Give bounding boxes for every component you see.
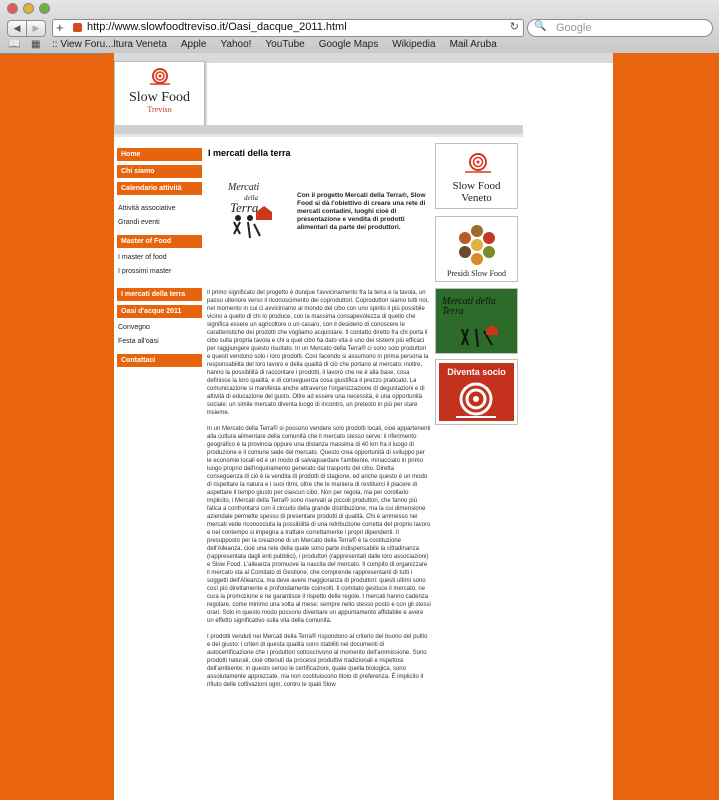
bookmark-item[interactable]: Yahoo! bbox=[220, 39, 252, 50]
reload-icon[interactable]: ↻ bbox=[509, 21, 519, 33]
bookmark-item[interactable]: Google Maps bbox=[318, 39, 379, 50]
nav-item[interactable]: Festa all'oasi bbox=[118, 338, 159, 345]
bookmark-item[interactable]: Wikipedia bbox=[392, 39, 436, 50]
page-title: I mercati della terra bbox=[208, 148, 291, 158]
presidi-banner[interactable] bbox=[435, 216, 518, 282]
nav-item[interactable]: Oasi d'acque 2011 bbox=[117, 305, 202, 318]
mercati-terra-banner[interactable] bbox=[435, 288, 518, 354]
nav-item[interactable]: I master of food bbox=[118, 254, 167, 261]
nav-item[interactable]: Calendario attività bbox=[117, 182, 202, 195]
article-paragraph: In un Mercato della Terra® si possono vendere solo prodotti locali, cioè appartenenti alla cultura alimentare della comunità che il mercato stesso serve: il riferimento geografico è la provincia oppure una distanza massima di 40 km fra il luogo di produzione e il comune sede del mercato. Questo crea opportunità di sviluppo per le economie locali ed è un modo di salvaguardare l'ambiente, minacciato in primo luogo proprio dall'inquinamento generato dal trasporto del cibo. Diretta conseguenza di ciò è la vendita di prodotti di stagione, ed anche questo è un modo di rispettare la natura e i suoi ritmi, oltre che le maniera di restituirci il piacere di aspettare il tempo giusto per ciascun cibo. Non per regola, ma per corollario implicito, i Mercati della Terra® sono riservati ai piccoli produttori, che fanno più fatica a confrontarsi con il circuito della grande distribuzione, ma la cui dimensione aziendale permette spesso di presentare prodotti di qualità. Chi è ammesso nei mercati vede riconosciuta la possibilità di una retribuzione corretta del proprio lavoro e nel contempo si impegna a trattare correttamente i propri dipendenti. Il presupposto per la creazione di un Mercato della Terra® è la costituzione dell'Alleanza, cioè una rete della quale sono parte indispensabile la cittadinanza (rappresentata dagli enti pubblici), i produttori (rappresentati dalle loro associazioni) e Slow Food. L'alleanza promuove la nascita del mercato. Il compito di organizzare il mercato sta al Comitato di Gestione, che comprende rappresentanti di tutti i soggetti dell'Alleanza, ma deve avere maggioranza di produttori: questi ultimi sono così più direttamente e profondamente coinvolti. Il comitato gestisce il mercato, ne cura la promozione e ne garantisce il rispetto delle regole. I mercati hanno cadenza regolare, come minimo una volta al mese; sempre nello stesso posto e con gli stessi orari. Solo in questo modo possono diventare un appuntamento affidabile e avere un effetto significativo sulla vita della comunità. bbox=[207, 426, 431, 624]
bookmark-items bbox=[52, 39, 497, 50]
snail-logo-icon bbox=[148, 68, 172, 85]
article-paragraph: I prodotti venduti nei Mercati della Terra® rispondono al criterio del buono del pulito e del giusto: i criteri di questa qualità sono stabiliti nei documenti di autocertificazione che i produttori sottoscrivono al momento dell'ammissione. Sono prodotti naturali, cioè ottenuti da processi produttivi tradizionali e rispettosi dell'ambiente; in questo senso le certificazioni, quale quella biologica, sono assolutamente apprezzate, ma non costituiscono titolo di preferenza. È implicito il rifiuto delle coltivazioni ogm, contro le quali Slow bbox=[207, 634, 428, 688]
favicon-icon bbox=[73, 23, 82, 32]
nav-item[interactable]: I mercati della terra bbox=[117, 288, 202, 301]
right-orange-band bbox=[613, 53, 719, 800]
nav-item[interactable]: I prossimi master bbox=[118, 268, 172, 275]
svg-text:Terra: Terra bbox=[230, 200, 259, 215]
nav-item[interactable]: Contattaci bbox=[117, 354, 202, 367]
search-icon: 🔍 bbox=[534, 21, 547, 32]
zoom-window-button[interactable] bbox=[39, 3, 50, 14]
grid-icon[interactable]: ▦ bbox=[31, 39, 41, 50]
search-placeholder: Google bbox=[556, 22, 592, 34]
back-button[interactable]: ◀ bbox=[7, 20, 27, 37]
slow-food-veneto-banner[interactable] bbox=[435, 143, 518, 209]
bookmarks-bar bbox=[0, 39, 719, 52]
browser-chrome bbox=[0, 0, 719, 54]
article-body bbox=[207, 289, 431, 697]
url-text: http://www.slowfoodtreviso.it/Oasi_dacque_2011.html bbox=[87, 21, 347, 33]
left-orange-band bbox=[106, 53, 114, 800]
presidi-mosaic-icon bbox=[452, 222, 502, 266]
forward-button[interactable]: ▶ bbox=[27, 20, 46, 37]
bookmark-item[interactable]: YouTube bbox=[265, 39, 305, 50]
main-content bbox=[207, 148, 431, 688]
banner-socio-label: Diventa socio bbox=[447, 367, 506, 377]
nav-item[interactable]: Convegno bbox=[118, 324, 150, 331]
add-bookmark-icon[interactable]: + bbox=[56, 20, 64, 35]
banner-mercati-label: Mercati della Terra bbox=[442, 296, 496, 317]
diventa-socio-banner[interactable] bbox=[435, 359, 518, 425]
mercati-della-terra-logo bbox=[220, 176, 278, 248]
web-page bbox=[106, 53, 613, 800]
nav-item[interactable]: Master of Food bbox=[117, 235, 202, 248]
logo-brand: Slow Food bbox=[128, 90, 191, 105]
search-field[interactable] bbox=[527, 19, 713, 37]
banner-veneto-label: Slow Food Veneto bbox=[452, 180, 501, 204]
nav-item[interactable]: Home bbox=[117, 148, 202, 161]
svg-text:della: della bbox=[244, 194, 258, 202]
bookmark-item[interactable]: Apple bbox=[180, 39, 207, 50]
address-bar[interactable] bbox=[52, 19, 524, 37]
header-gray-bar-light bbox=[114, 134, 523, 137]
window-controls bbox=[7, 3, 50, 14]
nav-item[interactable]: Chi siamo bbox=[117, 165, 202, 178]
svg-text:Mercati: Mercati bbox=[228, 182, 260, 193]
site-logo[interactable] bbox=[114, 61, 205, 129]
snail-icon bbox=[463, 152, 493, 174]
snail-icon bbox=[451, 379, 501, 419]
minimize-window-button[interactable] bbox=[23, 3, 34, 14]
nav-item[interactable]: Attività associative bbox=[118, 205, 176, 212]
left-navigation bbox=[117, 148, 202, 371]
close-window-button[interactable] bbox=[7, 3, 18, 14]
nav-item[interactable]: Grandi eventi bbox=[118, 219, 160, 226]
bookmark-item[interactable]: Mail Aruba bbox=[449, 39, 497, 50]
header-gray-bar bbox=[114, 125, 523, 134]
bookmark-item[interactable]: :: View Foru...ltura Veneta bbox=[52, 39, 167, 50]
figures-icon bbox=[458, 325, 498, 349]
banner-presidi-label: Presìdi Slow Food bbox=[446, 269, 507, 278]
intro-text: Con il progetto Mercati della Terra®, Slow Food si dà l'obiettivo di creare una rete di mercati contadini, luoghi cioè di presentazione e vendita di prodotti alimentari da parte dei produttori. bbox=[297, 192, 426, 231]
article-paragraph: Il primo significato del progetto è dunque l'avvicinamento fra la terra e la tavola, un passo ulteriore verso il riconoscimento dei coproduttori. Coproduttori siamo tutti noi, nel momento in cui ci avviciniamo al mondo del cibo con uno spirito il più possibile vicino a quello di chi lo produce, con la massima consapevolezza di quello che significa essere un agricoltore o un casaro, con il desiderio di conoscere le caratteristiche dei prodotti che vogliamo acquistare. Il contatto diretto fra chi porta il cibo sulla propria tavola e chi a quel cibo ha dato vita è uno dei sistemi più efficaci per raggiungere questo risultato. In un Mercato della Terra® ci sono solo produttori e questi vendono solo i loro prodotti. Così facendo si assumono in prima persona la responsabilità del loro lavoro e della qualità di ciò che portano al mercato; inoltre, hanno la possibilità di raccontare i prodotti, il lavoro che ne è alla base, cosa definisce la loro qualità, e di conseguenza cosa giustifica il prezzo praticato. La comunicazione si manifesta anche attraverso l'organizzazione di degustazioni e di attività di educazione del gusto. Oltre ad essere una necessità, è una opportunità sociale: un simile mercato diventa luogo di incontro, un pretesto in più per stare insieme. bbox=[207, 290, 429, 416]
history-buttons bbox=[7, 20, 46, 37]
logo-subtitle: Treviso bbox=[147, 105, 172, 114]
diventa-socio-panel bbox=[439, 363, 514, 421]
book-icon[interactable]: 📖 bbox=[8, 39, 21, 50]
